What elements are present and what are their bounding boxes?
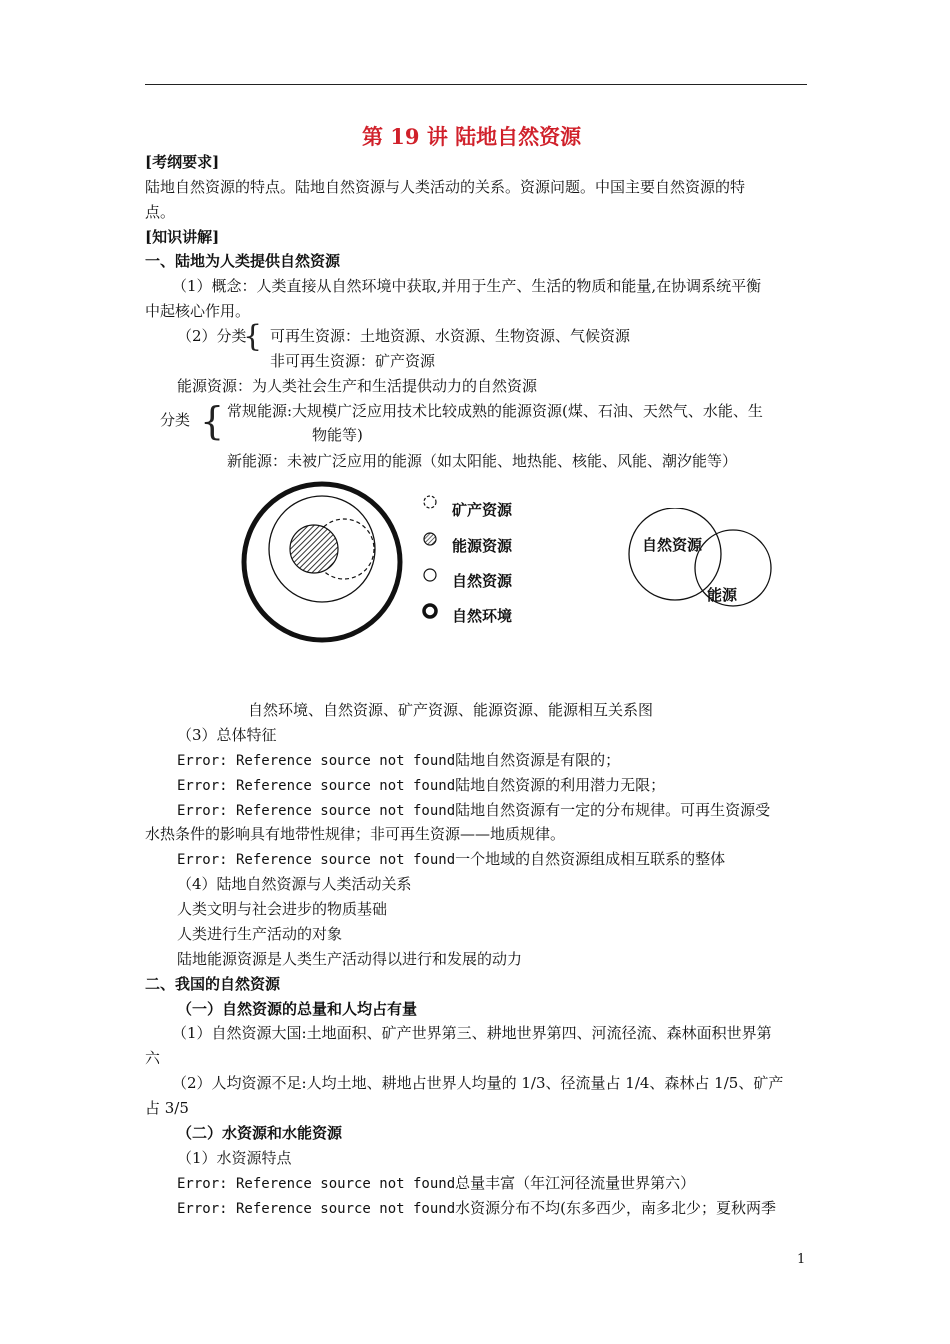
feature-item-3-cont: 水热条件的影响具有地带性规律；非可再生资源——地质规律。	[145, 825, 566, 843]
concept-line-1: （1）概念：人类直接从自然环境中获取,并用于生产、生活的物质和能量,在协调系统平衡	[172, 277, 762, 295]
energy-classification-label: 分类	[160, 411, 191, 429]
exam-header: [考纲要求]	[145, 153, 220, 171]
error-text: Error: Reference source not found	[177, 1201, 456, 1217]
section-3-heading: （3）总体特征	[177, 726, 277, 744]
relation-line-1: 人类文明与社会进步的物质基础	[177, 900, 388, 918]
concept-line-2: 中起核心作用。	[145, 302, 251, 320]
feature-item-4: Error: Reference source not found一个地域的自然资源组成相互联系的整体	[177, 850, 726, 868]
legend-natural-resources: 自然资源	[452, 572, 513, 590]
legend-energy: 能源资源	[452, 537, 513, 555]
energy-resources-circle	[290, 525, 338, 573]
exam-text-line-1: 陆地自然资源的特点。陆地自然资源与人类活动的关系。资源问题。中国主要自然资源的特	[145, 178, 746, 196]
natural-resources-legend-icon	[424, 569, 436, 581]
error-text: Error: Reference source not found	[177, 778, 456, 794]
legend-mineral: 矿产资源	[452, 501, 513, 519]
renewable-resources: 可再生资源：土地资源、水资源、生物资源、气候资源	[270, 327, 631, 345]
new-energy: 新能源：未被广泛应用的能源（如太阳能、地热能、核能、风能、潮汐能等）	[227, 452, 738, 470]
page-number: 1	[797, 1252, 806, 1267]
relation-line-3: 陆地能源资源是人类生产活动得以进行和发展的动力	[177, 950, 523, 968]
legend-symbols	[420, 492, 440, 622]
knowledge-header: [知识讲解]	[145, 228, 220, 246]
mineral-legend-icon	[424, 496, 436, 508]
exam-text-line-2: 点。	[145, 203, 176, 221]
error-text: Error: Reference source not found	[177, 852, 456, 868]
conventional-energy-line-2: 物能等)	[312, 426, 363, 444]
nested-circles-diagram	[240, 480, 430, 670]
per-capita-line-1: （2）人均资源不足:人均土地、耕地占世界人均量的 1/3、径流量占 1/4、森林占 1/5、矿产	[172, 1074, 784, 1092]
page-title: 第 19 讲 陆地自然资源	[362, 124, 582, 149]
section-1-heading: 一、陆地为人类提供自然资源	[145, 252, 341, 270]
classification-label: （2）分类	[177, 327, 247, 345]
conventional-energy-line-1: 常规能源:大规模广泛应用技术比较成熟的能源资源(煤、石油、天然气、水能、生	[227, 402, 763, 420]
relation-line-2: 人类进行生产活动的对象	[177, 925, 343, 943]
brace-icon: {	[200, 399, 225, 443]
brace-icon: {	[243, 319, 263, 354]
section-4-heading: （4）陆地自然资源与人类活动关系	[177, 875, 412, 893]
water-item-2: Error: Reference source not found水资源分布不均(东多西少，南多北少；夏秋两季	[177, 1199, 777, 1217]
venn-diagram	[625, 508, 785, 608]
feature-item-2: Error: Reference source not found陆地自然资源的利用潜力无限；	[177, 776, 666, 794]
venn-label-natural-resources: 自然资源	[642, 536, 703, 554]
error-text: Error: Reference source not found	[177, 753, 456, 769]
diagram-caption: 自然环境、自然资源、矿产资源、能源资源、能源相互关系图	[248, 701, 654, 719]
section-2-heading: 二、我国的自然资源	[145, 975, 281, 993]
natural-environment-legend-icon	[424, 605, 436, 617]
legend-natural-environment: 自然环境	[452, 607, 513, 625]
subsection-1-heading: （一）自然资源的总量和人均占有量	[177, 1000, 418, 1018]
resources-big-line-1: （1）自然资源大国:土地面积、矿产世界第三、耕地世界第四、河流径流、森林面积世界第	[172, 1024, 772, 1042]
error-text: Error: Reference source not found	[177, 803, 456, 819]
energy-resources: 能源资源：为人类社会生产和生活提供动力的自然资源	[177, 377, 538, 395]
feature-item-1: Error: Reference source not found陆地自然资源是有限的；	[177, 751, 621, 769]
nonrenewable-resources: 非可再生资源：矿产资源	[270, 352, 436, 370]
per-capita-line-2: 占 3/5	[145, 1099, 189, 1117]
water-features-heading: （1）水资源特点	[177, 1149, 292, 1167]
subsection-2-heading: （二）水资源和水能资源	[177, 1124, 343, 1142]
error-text: Error: Reference source not found	[177, 1176, 456, 1192]
feature-item-3: Error: Reference source not found陆地自然资源有一定的分布规律。可再生资源受	[177, 801, 771, 819]
venn-label-energy: 能源	[707, 586, 738, 604]
energy-legend-icon	[424, 533, 436, 545]
header-rule	[145, 84, 807, 85]
resources-big-line-2: 六	[145, 1049, 161, 1067]
water-item-1: Error: Reference source not found总量丰富（年江河径流量世界第六）	[177, 1174, 696, 1192]
